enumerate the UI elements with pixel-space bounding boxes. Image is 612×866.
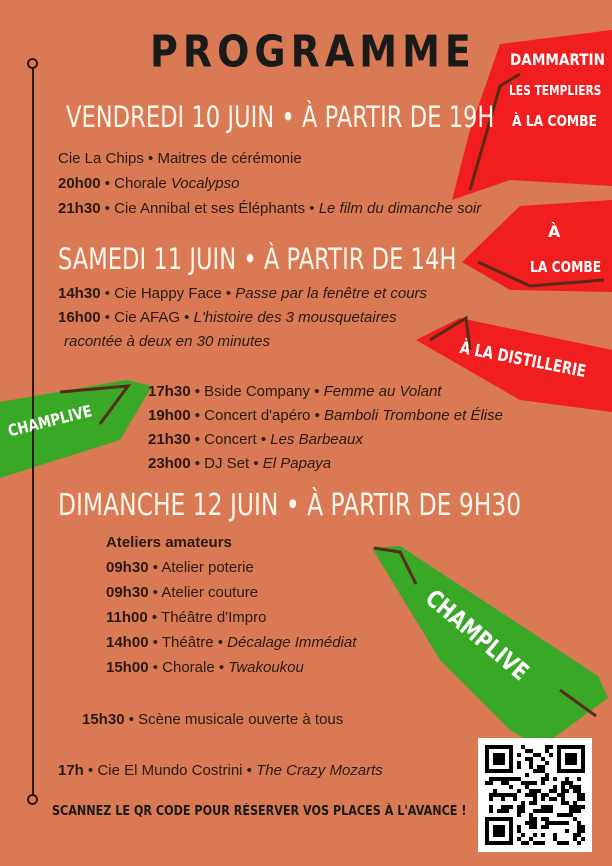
qr-module (557, 813, 561, 817)
qr-module (565, 777, 569, 781)
qr-module (517, 789, 521, 793)
qr-module (581, 829, 585, 833)
qr-module (541, 777, 545, 781)
qr-module (577, 805, 581, 809)
schedule-performer: Cie Annibal et ses Éléphants • (114, 200, 319, 217)
qr-module (565, 781, 569, 785)
qr-module (581, 837, 585, 841)
qr-module (561, 785, 565, 789)
qr-module (529, 825, 533, 829)
champlive-right-text: CHAMPLIVE (420, 584, 535, 687)
champlive-left-text: CHAMPLIVE (6, 401, 94, 441)
qr-module (581, 793, 585, 797)
qr-module (545, 825, 549, 829)
qr-module (525, 793, 529, 797)
schedule-row (148, 407, 503, 424)
schedule-performer: Chorale • (162, 659, 229, 676)
schedule-performer: Théâtre • (161, 634, 228, 651)
schedule-separator: • (148, 584, 162, 601)
qr-module (581, 797, 585, 801)
qr-module (533, 825, 537, 829)
schedule-separator: • (147, 609, 162, 626)
a-la-combe-banner-line-2: LA COMBE (530, 258, 602, 276)
qr-module (553, 777, 557, 781)
qr-module (517, 837, 521, 841)
qr-module (541, 797, 545, 801)
qr-module (549, 745, 553, 749)
qr-module (521, 809, 525, 813)
qr-module (517, 829, 521, 833)
qr-module (509, 785, 513, 789)
qr-module (553, 821, 557, 825)
qr-module (561, 813, 565, 817)
qr-module (505, 793, 509, 797)
qr-module (489, 797, 493, 801)
qr-module (573, 837, 577, 841)
qr-module (529, 765, 533, 769)
qr-module (569, 805, 573, 809)
schedule-separator: • (100, 285, 115, 302)
schedule-time: 14h00 (106, 634, 149, 651)
qr-module (565, 821, 569, 825)
schedule-performer: Concert • (204, 431, 271, 448)
qr-module (541, 817, 545, 821)
schedule-row (58, 175, 240, 192)
schedule-show-title: El Papaya (262, 455, 332, 472)
qr-module (577, 785, 581, 789)
qr-module (577, 821, 581, 825)
qr-module (577, 789, 581, 793)
qr-module (529, 821, 533, 825)
qr-module (529, 761, 533, 765)
qr-module (521, 805, 525, 809)
qr-module (525, 785, 529, 789)
schedule-time: 21h30 (58, 200, 101, 217)
qr-module (533, 801, 537, 805)
qr-module (525, 749, 529, 753)
qr-module (561, 801, 565, 805)
timeline-bottom-dot (27, 794, 38, 805)
qr-module (561, 797, 565, 801)
schedule-separator: • (100, 309, 115, 326)
qr-module (517, 765, 521, 769)
qr-module (497, 793, 501, 797)
qr-module (549, 753, 553, 757)
schedule-row (148, 455, 331, 472)
qr-module (541, 765, 545, 769)
qr-module (545, 817, 549, 821)
qr-module (549, 805, 553, 809)
schedule-row (58, 309, 397, 326)
qr-module (569, 785, 573, 789)
qr-module (545, 809, 549, 813)
qr-module (549, 821, 553, 825)
schedule-time: 21h30 (148, 431, 191, 448)
qr-module (529, 817, 533, 821)
qr-module (549, 809, 553, 813)
qr-module (521, 801, 525, 805)
dammartin-banner-line-2: LES TEMPLIERS (509, 84, 602, 99)
qr-module (525, 757, 529, 761)
qr-module (545, 777, 549, 781)
schedule-show-title: L'histoire des 3 mousquetaires (193, 309, 397, 326)
qr-module (525, 821, 529, 825)
a-la-combe-banner-shape (462, 200, 612, 292)
schedule-performer: Cie AFAG • (114, 309, 194, 326)
qr-module (549, 797, 553, 801)
qr-module (489, 793, 493, 797)
qr-module (529, 749, 533, 753)
schedule-performer: Bside Company • (204, 383, 324, 400)
qr-module (525, 841, 529, 845)
schedule-time: 16h00 (58, 309, 101, 326)
schedule-time: 17h30 (148, 383, 191, 400)
qr-finder-core (493, 753, 505, 765)
qr-module (537, 841, 541, 845)
qr-module (517, 777, 521, 781)
schedule-separator: • (124, 711, 139, 728)
qr-module (493, 789, 497, 793)
schedule-performer: Cie Happy Face • (114, 285, 236, 302)
schedule-show-title: Le film du dimanche soir (318, 200, 482, 217)
qr-module (553, 785, 557, 789)
qr-module (533, 789, 537, 793)
schedule-separator: • (83, 762, 98, 779)
qr-module (573, 833, 577, 837)
qr-module (485, 781, 489, 785)
qr-module (505, 777, 509, 781)
qr-module (533, 833, 537, 837)
qr-code-image (478, 738, 592, 852)
qr-module (517, 809, 521, 813)
dammartin-banner-line-3: À LA COMBE (512, 112, 597, 130)
qr-module (505, 805, 509, 809)
schedule-performer: Chorale (114, 175, 171, 192)
qr-module (537, 809, 541, 813)
qr-module (529, 757, 533, 761)
saturday-continuation (64, 333, 270, 350)
schedule-separator: • (148, 559, 162, 576)
qr-module (529, 789, 533, 793)
friday-heading: VENDREDI 10 JUIN • À PARTIR DE 19H (66, 100, 495, 134)
qr-module (553, 837, 557, 841)
qr-module (581, 805, 585, 809)
schedule-time: 14h30 (58, 285, 101, 302)
page-title: PROGRAMME (150, 26, 476, 77)
qr-module (497, 777, 501, 781)
qr-module (561, 841, 565, 845)
qr-module (489, 781, 493, 785)
qr-module (533, 793, 537, 797)
schedule-show-title: Les Barbeaux (270, 431, 363, 448)
schedule-row (148, 431, 363, 448)
qr-module (521, 781, 525, 785)
qr-module (505, 781, 509, 785)
qr-module (521, 841, 525, 845)
qr-module (521, 833, 525, 837)
schedule-show-title: Femme au Volant (323, 383, 442, 400)
qr-module (561, 789, 565, 793)
schedule-time: 23h00 (148, 455, 191, 472)
qr-module (545, 793, 549, 797)
qr-module (501, 805, 505, 809)
qr-module (497, 809, 501, 813)
qr-module (569, 813, 573, 817)
qr-module (577, 825, 581, 829)
qr-module (577, 777, 581, 781)
schedule-performer: Théâtre d'Impro (161, 609, 267, 626)
saturday-heading: SAMEDI 11 JUIN • À PARTIR DE 14H (58, 242, 457, 276)
qr-module (489, 777, 493, 781)
qr-module (517, 753, 521, 757)
schedule-row (58, 762, 383, 779)
qr-module (545, 745, 549, 749)
qr-module (517, 813, 521, 817)
qr-code[interactable] (478, 738, 592, 852)
schedule-show-title: Bamboli Trombone et Élise (324, 407, 503, 424)
schedule-show-title: Décalage Immédiat (227, 634, 357, 651)
qr-module (545, 761, 549, 765)
schedule-row (58, 200, 481, 217)
qr-module (529, 793, 533, 797)
schedule-row (58, 285, 427, 302)
qr-module (529, 801, 533, 805)
schedule-performer: Scène musicale ouverte à tous (138, 711, 344, 728)
qr-module (533, 821, 537, 825)
qr-module (509, 793, 513, 797)
qr-module (577, 797, 581, 801)
qr-module (557, 793, 561, 797)
qr-module (501, 797, 505, 801)
qr-module (545, 821, 549, 825)
qr-module (529, 837, 533, 841)
qr-module (549, 789, 553, 793)
qr-module (541, 769, 545, 773)
schedule-separator: • (100, 200, 115, 217)
schedule-time: 15h30 (82, 711, 125, 728)
qr-module (517, 825, 521, 829)
qr-module (517, 805, 521, 809)
qr-module (541, 841, 545, 845)
qr-module (569, 809, 573, 813)
schedule-time: 17h (58, 762, 84, 779)
qr-module (573, 817, 577, 821)
schedule-separator: • (190, 383, 205, 400)
qr-module (577, 833, 581, 837)
qr-module (537, 769, 541, 773)
qr-module (541, 781, 545, 785)
schedule-time: 19h00 (148, 407, 191, 424)
qr-module (565, 841, 569, 845)
schedule-show-title: Passe par la fenêtre et cours (235, 285, 428, 302)
schedule-row (106, 609, 266, 626)
qr-module (553, 789, 557, 793)
schedule-performer: Atelier couture (161, 584, 259, 601)
qr-module (573, 801, 577, 805)
qr-module (557, 821, 561, 825)
schedule-row (106, 634, 356, 651)
qr-module (533, 817, 537, 821)
qr-module (501, 793, 505, 797)
qr-module (521, 745, 525, 749)
qr-module (573, 809, 577, 813)
qr-module (537, 789, 541, 793)
qr-module (537, 753, 541, 757)
qr-module (493, 793, 497, 797)
qr-call-to-action: SCANNEZ LE QR CODE POUR RÉSERVER VOS PLACES À L'AVANCE ! (52, 804, 467, 819)
workshops-title (106, 534, 232, 551)
qr-module (557, 841, 561, 845)
schedule-separator: • (190, 407, 205, 424)
qr-module (501, 809, 505, 813)
schedule-time: 15h00 (106, 659, 149, 676)
qr-module (533, 841, 537, 845)
schedule-row (106, 659, 304, 676)
qr-module (545, 749, 549, 753)
schedule-performer: DJ Set • (204, 455, 263, 472)
schedule-separator: • (190, 431, 205, 448)
qr-module (561, 781, 565, 785)
qr-finder-core (565, 753, 577, 765)
qr-module (537, 765, 541, 769)
qr-module (577, 793, 581, 797)
schedule-row (82, 711, 343, 728)
sunday-heading: DIMANCHE 12 JUIN • À PARTIR DE 9H30 (58, 488, 522, 523)
workshops-title-text: Ateliers amateurs (106, 534, 232, 551)
qr-module (541, 793, 545, 797)
qr-module (561, 821, 565, 825)
qr-module (501, 777, 505, 781)
qr-module (541, 833, 545, 837)
schedule-performer: Atelier poterie (161, 559, 254, 576)
qr-module (513, 793, 517, 797)
schedule-time: 09h30 (106, 559, 149, 576)
schedule-separator: • (100, 175, 115, 192)
friday-intro: Cie La Chips • Maitres de cérémonie (58, 150, 302, 167)
schedule-separator: • (148, 659, 163, 676)
schedule-performer: Concert d'apéro • (204, 407, 324, 424)
qr-module (541, 825, 545, 829)
qr-module (565, 813, 569, 817)
qr-module (545, 805, 549, 809)
qr-module (573, 805, 577, 809)
qr-module (533, 797, 537, 801)
qr-module (513, 777, 517, 781)
qr-module (569, 781, 573, 785)
distillerie-banner-text: À LA DISTILLERIE (458, 338, 588, 383)
qr-module (529, 781, 533, 785)
qr-module (541, 757, 545, 761)
schedule-row (148, 383, 441, 400)
qr-module (553, 797, 557, 801)
schedule-row (106, 584, 258, 601)
qr-module (509, 777, 513, 781)
qr-module (533, 753, 537, 757)
qr-module (513, 797, 517, 801)
schedule-show-title: Twakoukou (228, 659, 304, 676)
qr-module (541, 809, 545, 813)
qr-module (501, 781, 505, 785)
schedule-separator: • (148, 634, 162, 651)
qr-module (565, 789, 569, 793)
timeline-top-dot (27, 58, 38, 69)
saturday-continuation-text: racontée à deux en 30 minutes (64, 333, 270, 350)
qr-module (517, 761, 521, 765)
qr-module (509, 805, 513, 809)
qr-module (533, 809, 537, 813)
qr-module (545, 773, 549, 777)
qr-module (533, 769, 537, 773)
qr-module (541, 805, 545, 809)
qr-module (533, 781, 537, 785)
schedule-time: 11h00 (106, 609, 148, 626)
qr-module (573, 789, 577, 793)
qr-module (565, 801, 569, 805)
qr-module (525, 773, 529, 777)
a-la-combe-banner-line-1: À (548, 222, 561, 241)
schedule-show-title: The Crazy Mozarts (256, 762, 383, 779)
schedule-time: 20h00 (58, 175, 101, 192)
qr-module (529, 813, 533, 817)
schedule-separator: • (190, 455, 205, 472)
qr-module (561, 793, 565, 797)
qr-finder-core (493, 825, 505, 837)
schedule-show-title: Vocalypso (170, 175, 240, 192)
dammartin-banner-line-1: DAMMARTIN (510, 50, 605, 69)
qr-module (525, 781, 529, 785)
schedule-performer: Cie El Mundo Costrini • (97, 762, 257, 779)
qr-module (565, 829, 569, 833)
qr-module (493, 777, 497, 781)
qr-module (573, 785, 577, 789)
qr-module (505, 809, 509, 813)
qr-module (489, 809, 493, 813)
qr-module (577, 809, 581, 813)
schedule-time: 09h30 (106, 584, 149, 601)
qr-module (581, 825, 585, 829)
qr-module (553, 833, 557, 837)
qr-module (577, 841, 581, 845)
qr-module (489, 805, 493, 809)
schedule-row (106, 559, 254, 576)
qr-module (577, 829, 581, 833)
